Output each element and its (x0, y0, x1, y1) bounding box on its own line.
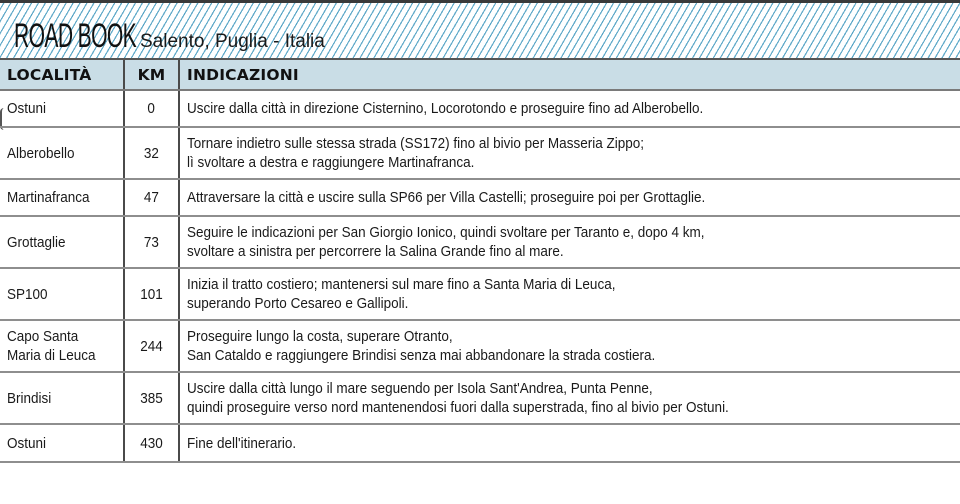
localita-cell: Grottaglie (0, 216, 124, 268)
localita-cell: SP100 (0, 268, 124, 320)
table-row (0, 216, 960, 268)
table-row (0, 424, 960, 462)
km-cell: 385 (124, 372, 179, 424)
page-subtitle: Salento, Puglia - Italia (140, 31, 325, 52)
km-cell: 73 (124, 216, 179, 268)
localita-cell: Martinafranca (0, 179, 124, 216)
km-cell: 32 (124, 127, 179, 179)
indicazioni-cell: Inizia il tratto costiero; mantenersi sul mare fino a Santa Maria di Leuca, superando Porto Cesareo e Gallipoli. (179, 268, 960, 320)
km-cell: 0 (124, 90, 179, 127)
table-row (0, 179, 960, 216)
localita-cell: Ostuni (0, 90, 124, 127)
indicazioni-cell: Proseguire lungo la costa, superare Otranto, San Cataldo e raggiungere Brindisi senza mai abbandonare la strada costiera. (179, 320, 960, 372)
road-book-header (0, 0, 960, 58)
km-cell: 430 (124, 424, 179, 462)
km-cell: 101 (124, 268, 179, 320)
km-cell: 47 (124, 179, 179, 216)
table-row (0, 320, 960, 372)
indicazioni-cell: Tornare indietro sulle stessa strada (SS172) fino al bivio per Masseria Zippo; lì svoltare a destra e raggiungere Martinafranca. (179, 127, 960, 179)
table-row (0, 268, 960, 320)
table-row (0, 127, 960, 179)
road-book-table (0, 58, 960, 463)
page-title: ROAD BOOK (14, 17, 137, 55)
column-header-localita: LOCALITÀ (0, 59, 124, 90)
table-row (0, 372, 960, 424)
table-header-row (0, 59, 960, 90)
column-header-km: KM (124, 59, 179, 90)
indicazioni-cell: Attraversare la città e uscire sulla SP66 per Villa Castelli; proseguire poi per Grottaglie. (179, 179, 960, 216)
indicazioni-cell: Uscire dalla città lungo il mare seguendo per Isola Sant'Andrea, Punta Penne, quindi proseguire verso nord mantenendosi fuori dalla superstrada, fino al bivio per Ostuni. (179, 372, 960, 424)
table-row (0, 90, 960, 127)
localita-cell: Alberobello (0, 127, 124, 179)
localita-cell: Ostuni (0, 424, 124, 462)
localita-cell: Capo Santa Maria di Leuca (0, 320, 124, 372)
km-cell: 244 (124, 320, 179, 372)
indicazioni-cell: Seguire le indicazioni per San Giorgio Ionico, quindi svoltare per Taranto e, dopo 4 km, svoltare a sinistra per percorrere la Salina Grande fino al mare. (179, 216, 960, 268)
indicazioni-cell: Uscire dalla città in direzione Cisternino, Locorotondo e proseguire fino ad Alberobello. (179, 90, 960, 127)
localita-cell: Brindisi (0, 372, 124, 424)
column-header-indicazioni: INDICAZIONI (179, 59, 960, 90)
indicazioni-cell: Fine dell'itinerario. (179, 424, 960, 462)
